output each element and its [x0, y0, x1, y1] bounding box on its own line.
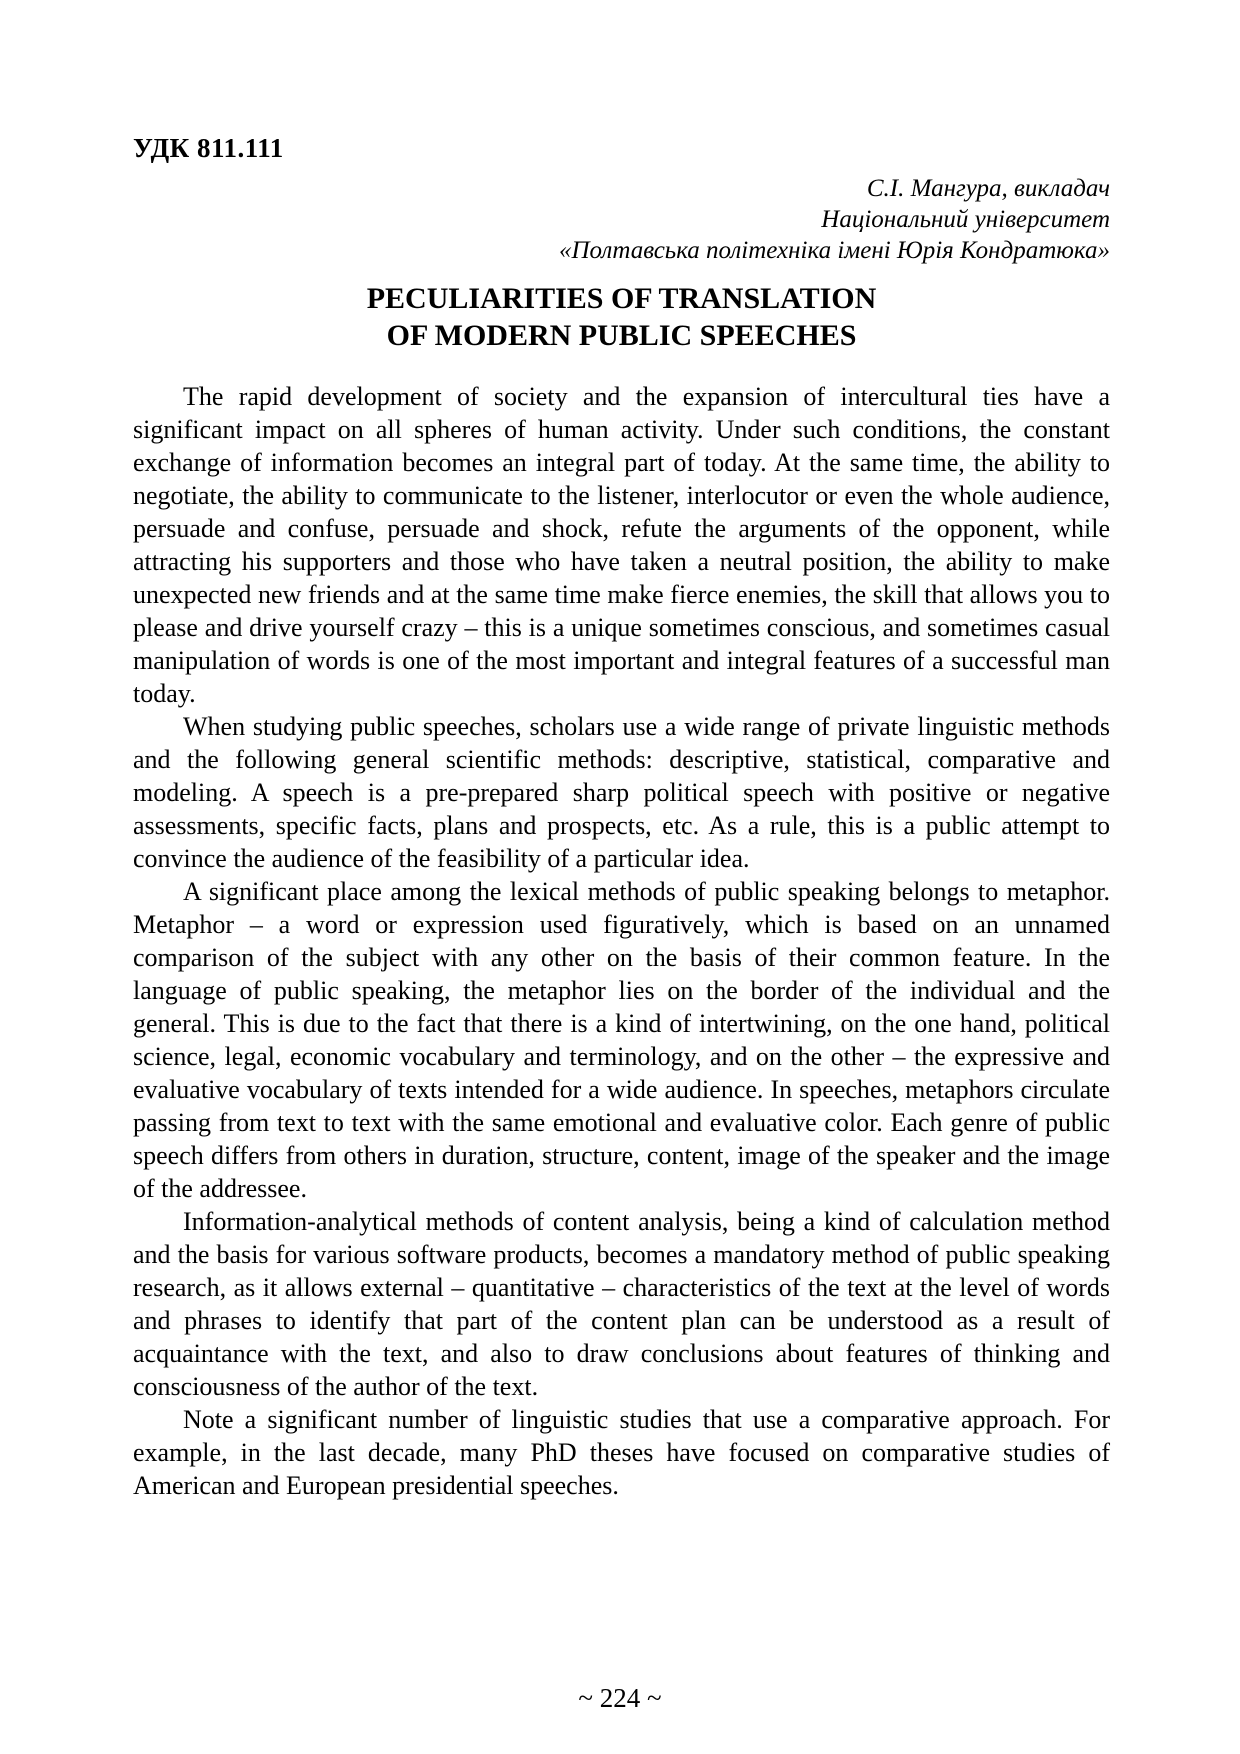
paragraph: Note a significant number of linguistic studies that use a comparative approach. For example, in the last decade, many PhD theses have focused on comparative studies of American and European presidential speeches.	[133, 1405, 1110, 1500]
article-body	[133, 380, 1110, 1502]
paragraph: When studying public speeches, scholars use a wide range of private linguistic methods and the following general scientific methods: descriptive, statistical, comparative and modeling. A speech is a pre-prepared sharp political speech with positive or negative assessments, specific facts, plans and prospects, etc. As a rule, this is a public attempt to convince the audience of the feasibility of a particular idea.	[133, 712, 1110, 873]
paragraph: The rapid development of society and the expansion of intercultural ties have a significant impact on all spheres of human activity. Under such conditions, the constant exchange of information becomes an integral part of today. At the same time, the ability to negotiate, the ability to communicate to the listener, interlocutor or even the whole audience, persuade and confuse, persuade and shock, refute the arguments of the opponent, while attracting his supporters and those who have taken a neutral position, the ability to make unexpected new friends and at the same time make fierce enemies, the skill that allows you to please and drive yourself crazy – this is a unique sometimes conscious, and sometimes casual manipulation of words is one of the most important and integral features of a successful man today.	[133, 382, 1110, 708]
article-title-line-1: PECULIARITIES OF TRANSLATION	[366, 282, 877, 315]
article-title	[133, 280, 1110, 354]
paragraph: A significant place among the lexical methods of public speaking belongs to metaphor. Metaphor – a word or expression used figuratively, which is based on an unnamed comparison of the subject with any other on the basis of their common feature. In the language of public speaking, the metaphor lies on the border of the individual and the general. This is due to the fact that there is a kind of intertwining, on the one hand, political science, legal, economic vocabulary and terminology, and on the other – the expressive and evaluative vocabulary of texts intended for a wide audience. In speeches, metaphors circulate passing from text to text with the same emotional and evaluative color. Each genre of public speech differs from others in duration, structure, content, image of the speaker and the image of the addressee.	[133, 877, 1110, 1203]
page-number: ~ 224 ~	[578, 1683, 662, 1713]
udk-code: УДК 811.111	[133, 133, 284, 163]
paragraph: Information-analytical methods of content analysis, being a kind of calculation method and the basis for various software products, becomes a mandatory method of public speaking research, as it allows external – quantitative – characteristics of the text at the level of words and phrases to identify that part of the content plan can be understood as a result of acquaintance with the text, and also to draw conclusions about features of thinking and consciousness of the author of the text.	[133, 1207, 1110, 1401]
author-institution-line: «Полтавська політехніка імені Юрія Кондратюка»	[559, 237, 1110, 264]
author-name-line: С.І. Мангура, викладач	[866, 175, 1110, 202]
author-block	[133, 173, 1110, 266]
author-university-line: Національний університет	[821, 206, 1110, 233]
article-title-line-2: OF MODERN PUBLIC SPEECHES	[386, 319, 857, 352]
